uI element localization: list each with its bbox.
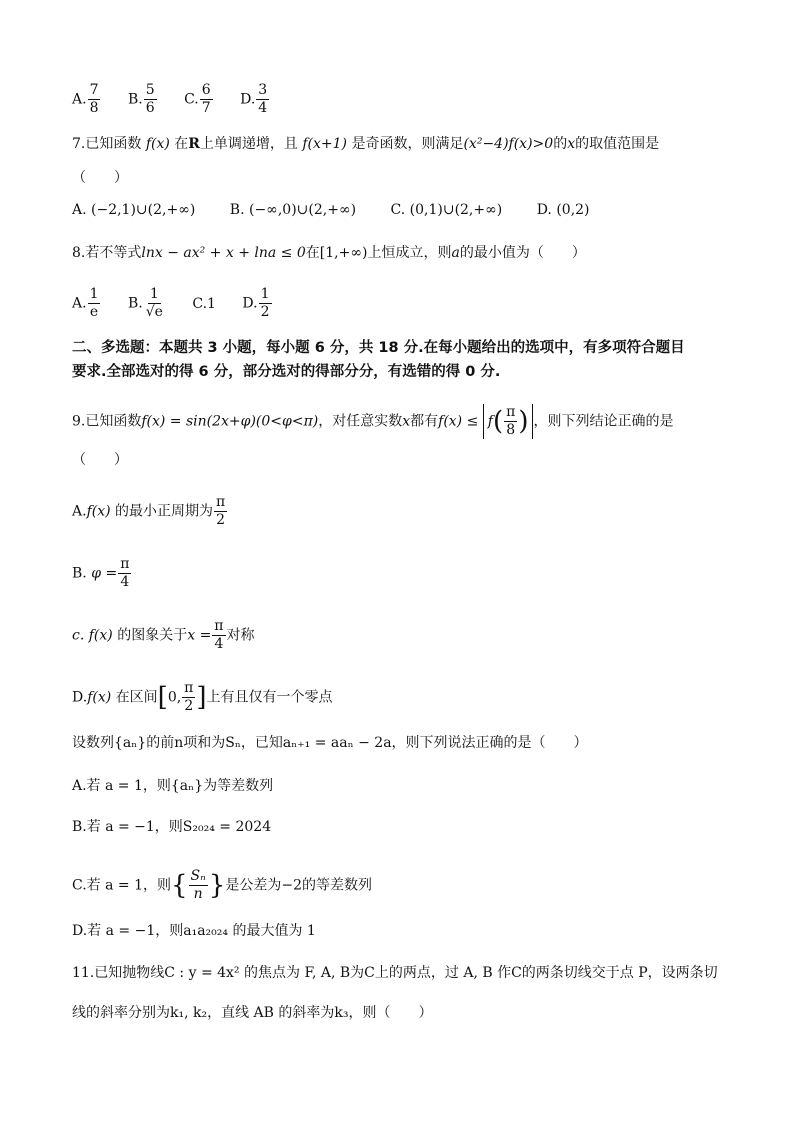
q8-option-d: D. $\frac{1}{2}$ <box>242 286 270 320</box>
q9-option-d: D.f(x) 在区间[0, $\frac{\pi}{2}$ ]上有且仅有一个零点 <box>72 680 333 714</box>
q9-option-b: B. φ = $\frac{\pi}{4}$ <box>72 556 130 590</box>
q11-stem-line2: 线的斜率分别为k₁, k₂，直线 AB 的斜率为k₃，则（ ） <box>72 1005 433 1021</box>
q10-stem: 设数列{aₙ}的前n项和为Sₙ，已知aₙ₊₁ = aaₙ − 2a，则下列说法正确的是（ ） <box>72 735 588 751</box>
q9-paren: （ ） <box>72 452 128 468</box>
q9-option-c: c. f(x) 的图象关于x = $\frac{\pi}{4}$ 对称 <box>72 618 255 652</box>
section2-heading-line2: 要求.全部选对的得 6 分，部分选对的得部分分，有选错的得 0 分. <box>72 364 501 380</box>
q8-options <box>72 286 295 321</box>
q6-option-a: A. $\frac{7}{8}$ <box>72 82 99 116</box>
q7-option-d: D. (0,2) <box>536 202 590 218</box>
q9-option-a: A.f(x) 的最小正周期为 $\frac{\pi}{2}$ <box>72 494 226 528</box>
q6-option-b: B. $\frac{5}{6}$ <box>127 82 155 116</box>
q7-paren: （ ） <box>72 170 128 186</box>
q7-options <box>72 200 612 220</box>
q6-options <box>72 82 292 117</box>
q7-option-a: A. (−2,1)∪(2,+∞) <box>72 202 196 218</box>
q9-stem: 9.已知函数f(x) = sin(2x+φ)(0<φ<π)，对任意实数x都有f(x) ≤ f( $\frac{\pi}{8}$ ) ，则下列结论正确的是 <box>72 404 674 438</box>
q10-option-b: B.若 a = −1，则S₂₀₂₄ = 2024 <box>72 819 272 835</box>
q7-option-c: C. (0,1)∪(2,+∞) <box>390 202 503 218</box>
q8-stem: 8.若不等式lnx − ax² + x + lna ≤ 0在[1,+∞)上恒成立，则a的最小值为（ ） <box>72 245 586 261</box>
q8-option-a: A. $\frac{1}{e}$ <box>72 286 99 320</box>
q11-stem-line1: 11.已知抛物线C : y = 4x² 的焦点为 F, A, B为C上的两点，过 A, B 作C的两条切线交于点 P，设两条切 <box>72 965 718 981</box>
q7-stem: 7.已知函数 f(x) 在R上单调递增，且 f(x+1) 是奇函数，则满足(x²−4)f(x)>0的x的取值范围是 <box>72 136 660 152</box>
q8-option-b: B. $\frac{1}{√e}$ <box>127 286 163 320</box>
q7-option-b: B. (−∞,0)∪(2,+∞) <box>229 202 357 218</box>
q6-option-c: C. $\frac{6}{7}$ <box>184 82 211 116</box>
section2-heading-line1: 二、多选题：本题共 3 小题，每小题 6 分，共 18 分.在每小题给出的选项中，有多项符合题目 <box>72 340 685 356</box>
q10-option-d: D.若 a = −1，则a₁a₂₀₂₄ 的最大值为 1 <box>72 923 316 939</box>
q6-option-d: D. $\frac{3}{4}$ <box>240 82 268 116</box>
q10-option-c: C.若 a = 1，则{ $\frac{\text{Sₙ}}{n}$ }是公差为−2的等差数列 <box>72 868 372 902</box>
q9-abs-value: f( $\frac{\pi}{8}$ ) <box>483 404 534 439</box>
q10-option-a: A.若 a = 1，则{aₙ}为等差数列 <box>72 778 274 794</box>
q8-option-c: C.1 <box>192 295 216 312</box>
